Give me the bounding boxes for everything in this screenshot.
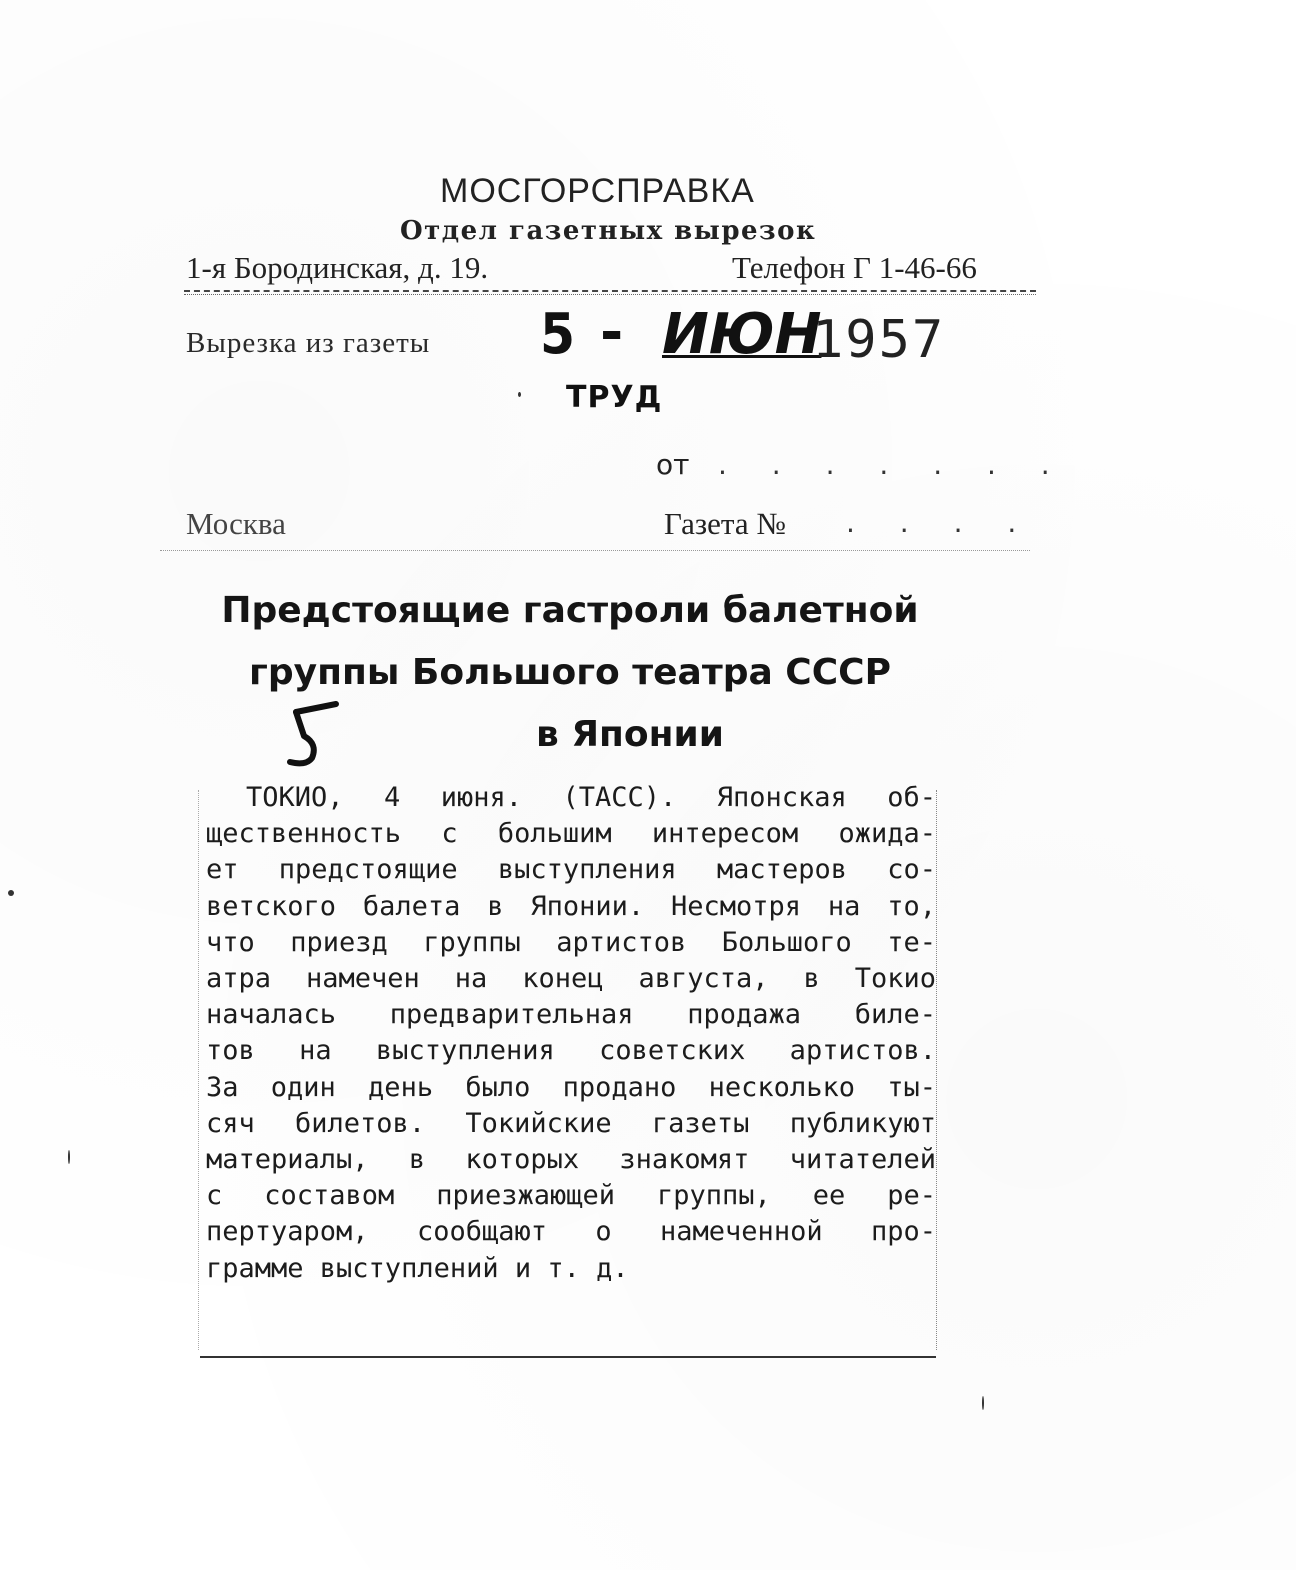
article-line: материалы, в которых знакомят читателей [206, 1144, 936, 1176]
article-line: ветского балета в Японии. Несмотря на то, [206, 890, 936, 922]
article-body [206, 780, 936, 1287]
article-line: За один день было продано несколько ты- [206, 1071, 936, 1103]
newspaper-name: ТРУД [566, 380, 663, 415]
scan-speck [68, 1150, 70, 1164]
article-line: сяч билетов. Токийские газеты публикуют [206, 1107, 936, 1139]
article-line: грамме выступлений и т. д. [206, 1252, 629, 1284]
date-stamp-year: 1957 [812, 310, 946, 370]
article-line: началась предварительная продажа биле- [206, 999, 936, 1031]
date-stamp-day: 5 [540, 302, 576, 367]
from-dots: . . . . . . . [718, 448, 1068, 481]
scan-speck [982, 1396, 984, 1410]
header-divider-secondary [184, 294, 1036, 295]
org-name: МОСГОРСПРАВКА [440, 172, 755, 210]
article-line: с составом приезжающей группы, ее ре- [206, 1180, 936, 1212]
issue-dots: . . . . [846, 506, 1035, 539]
header-divider [184, 290, 1036, 292]
article-line: атра намечен на конец августа, в Токио [206, 963, 936, 995]
article-line: пертуаром, сообщают о намеченной про- [206, 1216, 936, 1248]
address: 1-я Бородинская, д. 19. [186, 250, 489, 285]
scan-speck [518, 392, 521, 397]
article-line: щественность с большим интересом ожида- [206, 818, 936, 850]
article-right-edge [936, 790, 937, 1350]
article-bottom-rule [200, 1356, 936, 1358]
article-line: что приезд группы артистов Большого те- [206, 926, 936, 958]
article-left-edge [198, 790, 199, 1350]
handwritten-number-mark [278, 700, 348, 770]
issue-label: Газета № [664, 506, 786, 541]
from-label: от [656, 448, 690, 481]
date-stamp-dash: - [600, 300, 624, 365]
city: Москва [186, 506, 286, 541]
headline-line-2: группы Большого театра СССР [249, 652, 891, 693]
phone-number: Телефон Г 1-46-66 [732, 250, 977, 285]
date-stamp-month: ИЮН [662, 302, 822, 367]
scan-speck [8, 890, 14, 896]
headline-line-1: Предстоящие гастроли балетной [221, 590, 919, 631]
clipping-divider [160, 550, 1030, 551]
article-line: ТОКИО, 4 июня. (ТАСС). Японская об- [246, 782, 936, 813]
article-line: ет предстоящие выступления мастеров со- [206, 854, 936, 886]
article-line: тов на выступления советских артистов. [206, 1035, 936, 1067]
department-name: Отдел газетных вырезок [400, 216, 817, 246]
clipping-label: Вырезка из газеты [186, 327, 431, 359]
headline-line-3: в Японии [536, 714, 724, 755]
